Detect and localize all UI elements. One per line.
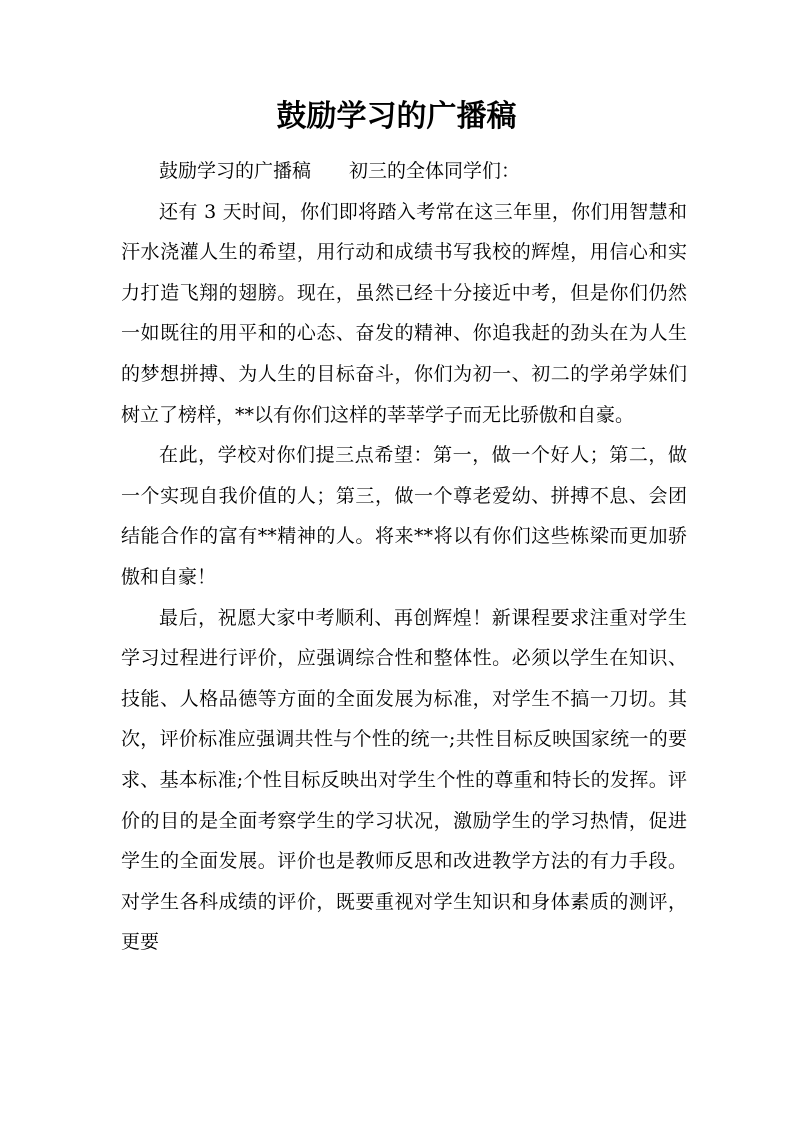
paragraph-1: 还有 3 天时间，你们即将踏入考常在这三年里，你们用智慧和汗水浇灌人生的希望，用行动和成绩书写我校的辉煌，用信心和实力打造飞翔的翅膀。现在，虽然已经十分接近中考，但是你们仍然一如既往的用平和的心态、奋发的精神、你追我赶的劲头在为人生的梦想拼搏、为人生的目标奋斗，你们为初一、初二的学弟学妹们树立了榜样，**以有你们这样的莘莘学子而无比骄傲和自豪。: [121, 200, 687, 426]
paragraph-greeting: 鼓励学习的广播稿 初三的全体同学们：: [159, 160, 521, 182]
paragraph-3: 最后，祝愿大家中考顺利、再创辉煌！新课程要求注重对学生学习过程进行评价，应强调综合性和整体性。必须以学生在知识、技能、人格品德等方面的全面发展为标准，对学生不搞一刀切。其次，评价标准应强调共性与个性的统一;共性目标反映国家统一的要求、基本标准;个性目标反映出对学生个性的尊重和特长的发挥。评价的目的是全面考察学生的学习状况，激励学生的学习热情，促进学生的全面发展。评价也是教师反思和改进教学方法的有力手段。对学生各科成绩的评价，既要重视对学生知识和身体素质的测评，更要: [121, 606, 687, 954]
document-title: 鼓励学习的广播稿: [276, 99, 517, 134]
document-body: [121, 151, 687, 963]
paragraph-2: 在此，学校对你们提三点希望：第一，做一个好人；第二，做一个实现自我价值的人；第三，做一个尊老爱幼、拼搏不息、会团结能合作的富有**精神的人。将来**将以有你们这些栋梁而更加骄傲和自豪！: [121, 444, 687, 588]
